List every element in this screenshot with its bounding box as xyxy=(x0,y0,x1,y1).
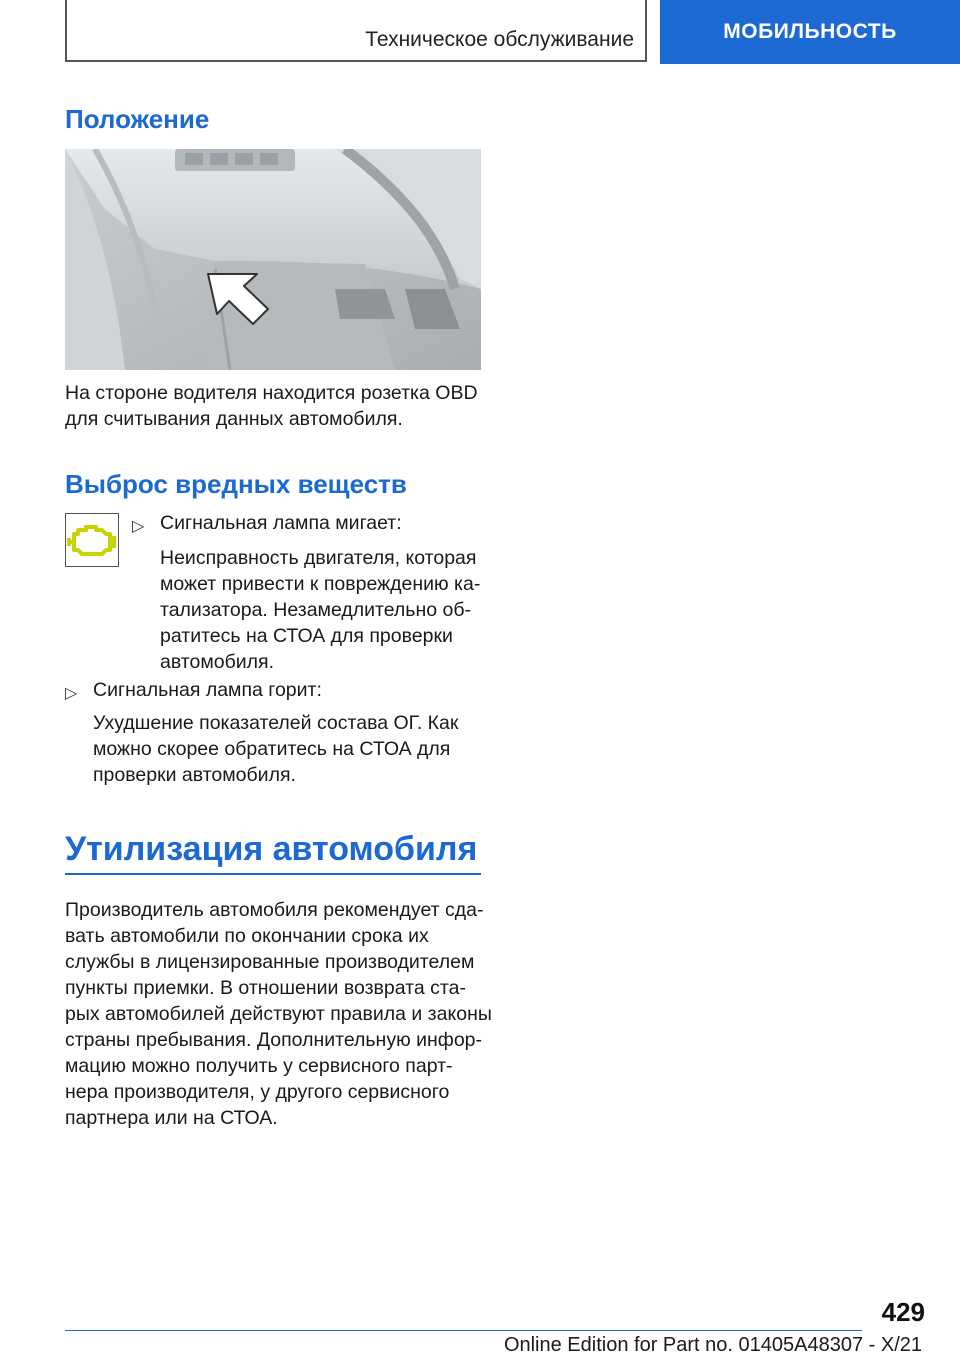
car-interior-illustration xyxy=(65,149,481,370)
paragraph-line: рых автомобилей действуют правила и законы xyxy=(65,1003,492,1025)
item-line: ратитесь на СТОА для проверки xyxy=(160,625,453,647)
item-title: Сигнальная лампа горит: xyxy=(93,679,322,701)
paragraph-line: страны пребывания. Дополнительную инфор- xyxy=(65,1029,483,1051)
item-line: может привести к повреждению ка- xyxy=(160,573,481,595)
obd-location-photo xyxy=(65,149,481,370)
caption-line: для считывания данных автомобиля. xyxy=(65,408,403,430)
heading-rule xyxy=(65,873,481,875)
obd-caption xyxy=(65,380,478,432)
paragraph-line: мацию можно получить у сервисного парт- xyxy=(65,1055,453,1077)
bullet-icon: ▷ xyxy=(65,685,78,702)
engine-check-icon xyxy=(66,514,118,566)
item-line: автомобиля. xyxy=(160,651,275,673)
emissions-item-2-body xyxy=(93,710,458,788)
item-line: Неисправность двигателя, которая xyxy=(160,547,477,569)
emissions-item-1-body xyxy=(160,545,480,675)
paragraph-line: нера производителя, у другого сервисного xyxy=(65,1081,450,1103)
caption-line: На стороне водителя находится розетка OBD xyxy=(65,382,478,404)
chapter-tab[interactable]: МОБИЛЬНОСТЬ xyxy=(660,0,960,64)
item-title: Сигнальная лампа мигает: xyxy=(160,512,402,534)
paragraph-line: партнера или на СТОА. xyxy=(65,1107,278,1129)
paragraph-line: вать автомобили по окончании срока их xyxy=(65,925,429,947)
engine-warning-lamp xyxy=(65,513,119,567)
disposal-heading: Утилизация автомобиля xyxy=(65,830,478,868)
emissions-heading: Выброс вредных веществ xyxy=(65,469,407,499)
item-line: Ухудшение показателей состава ОГ. Как xyxy=(93,712,459,734)
footer-rule xyxy=(65,1330,862,1331)
position-heading: Положение xyxy=(65,104,210,134)
emissions-item-1 xyxy=(160,510,402,536)
disposal-paragraph xyxy=(65,897,492,1131)
edition-info: Online Edition for Part no. 01405A48307 - X/21 xyxy=(503,1334,922,1356)
section-title: Техническое обслуживание xyxy=(365,28,634,51)
paragraph-line: пункты приемки. В отношении возврата ста- xyxy=(65,977,466,999)
page-number: 429 xyxy=(881,1297,925,1327)
item-line: тализатора. Незамедлительно об- xyxy=(160,599,472,621)
paragraph-line: Производитель автомобиля рекомендует сда- xyxy=(65,899,484,921)
item-line: можно скорее обратитесь на СТОА для xyxy=(93,738,451,760)
item-line: проверки автомобиля. xyxy=(93,764,296,786)
emissions-item-2 xyxy=(93,677,322,703)
bullet-icon: ▷ xyxy=(132,518,145,535)
paragraph-line: службы в лицензированные производителем xyxy=(65,951,475,973)
